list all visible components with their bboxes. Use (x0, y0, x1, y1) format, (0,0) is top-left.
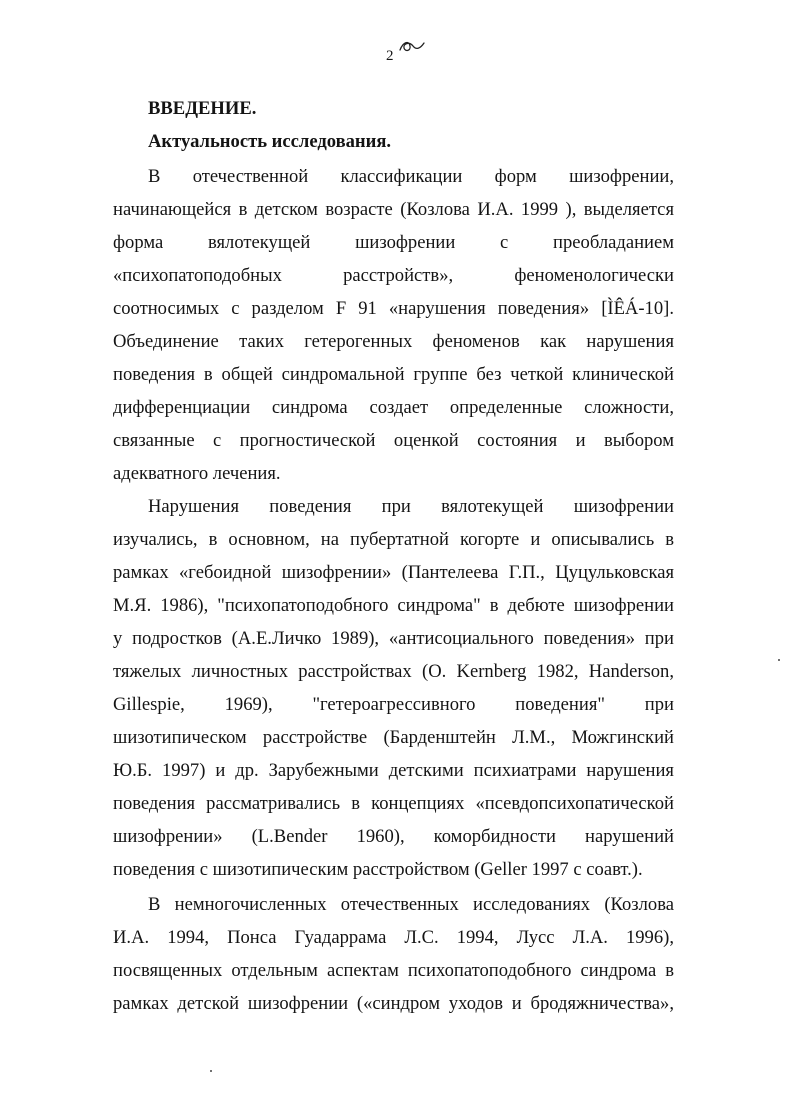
paragraph-line: шизофрении» (L.Bender 1960), коморбидности нарушений (113, 826, 674, 847)
paragraph-line: Объединение таких гетерогенных феноменов как нарушения (113, 331, 674, 352)
paragraph-line: форма вялотекущей шизофрении с преобладанием (113, 232, 674, 253)
paragraph-line: Gillespie, 1969), "гетероагрессивного поведения" при (113, 694, 674, 715)
section-heading: ВВЕДЕНИЕ. (148, 98, 257, 119)
section-subheading: Актуальность исследования. (148, 131, 392, 152)
paragraph-line: В немногочисленных отечественных исследованиях (Козлова (148, 894, 674, 915)
paragraph-line: Нарушения поведения при вялотекущей шизофрении (148, 496, 674, 517)
page-number: 2 (386, 48, 394, 64)
paragraph-line: И.А. 1994, Понса Гуадаррама Л.С. 1994, Лусс Л.А. 1996), (113, 927, 674, 948)
paragraph-line: у подростков (А.Е.Личко 1989), «антисоциального поведения» при (113, 628, 674, 649)
scan-speck (778, 659, 780, 661)
paragraph-line: Ю.Б. 1997) и др. Зарубежными детскими психиатрами нарушения (113, 760, 674, 781)
handwritten-annotation-icon (397, 34, 427, 58)
paragraph-line: «психопатоподобных расстройств», феноменологически (113, 265, 674, 286)
paragraph-line: рамках детской шизофрении («синдром уходов и бродяжничества», (113, 993, 674, 1014)
paragraph-line: поведения рассматривались в концепциях «псевдопсихопатической (113, 793, 674, 814)
paragraph-line: адекватного лечения. (113, 463, 281, 484)
paragraph-line: начинающейся в детском возрасте (Козлова И.А. 1999 ), выделяется (113, 199, 674, 220)
paragraph-line: шизотипическом расстройстве (Барденштейн Л.М., Можгинский (113, 727, 674, 748)
scan-speck (210, 1070, 212, 1072)
paragraph-line: соотносимых с разделом F 91 «нарушения поведения» [ÌÊÁ-10]. (113, 298, 674, 319)
paragraph-line: поведения с шизотипическим расстройством (Geller 1997 с соавт.). (113, 859, 643, 880)
paragraph-line: посвященных отдельным аспектам психопатоподобного синдрома в (113, 960, 674, 981)
paragraph-line: тяжелых личностных расстройствах (O. Kernberg 1982, Handerson, (113, 661, 674, 682)
paragraph-line: М.Я. 1986), "психопатоподобного синдрома" в дебюте шизофрении (113, 595, 674, 616)
paragraph-line: изучались, в основном, на пубертатной когорте и описывались в (113, 529, 674, 550)
paragraph-line: дифференциации синдрома создает определенные сложности, (113, 397, 674, 418)
paragraph-line: связанные с прогностической оценкой состояния и выбором (113, 430, 674, 451)
paragraph-line: В отечественной классификации форм шизофрении, (148, 166, 674, 187)
paragraph-line: поведения в общей синдромальной группе без четкой клинической (113, 364, 674, 385)
paragraph-line: рамках «гебоидной шизофрении» (Пантелеева Г.П., Цуцульковская (113, 562, 674, 583)
